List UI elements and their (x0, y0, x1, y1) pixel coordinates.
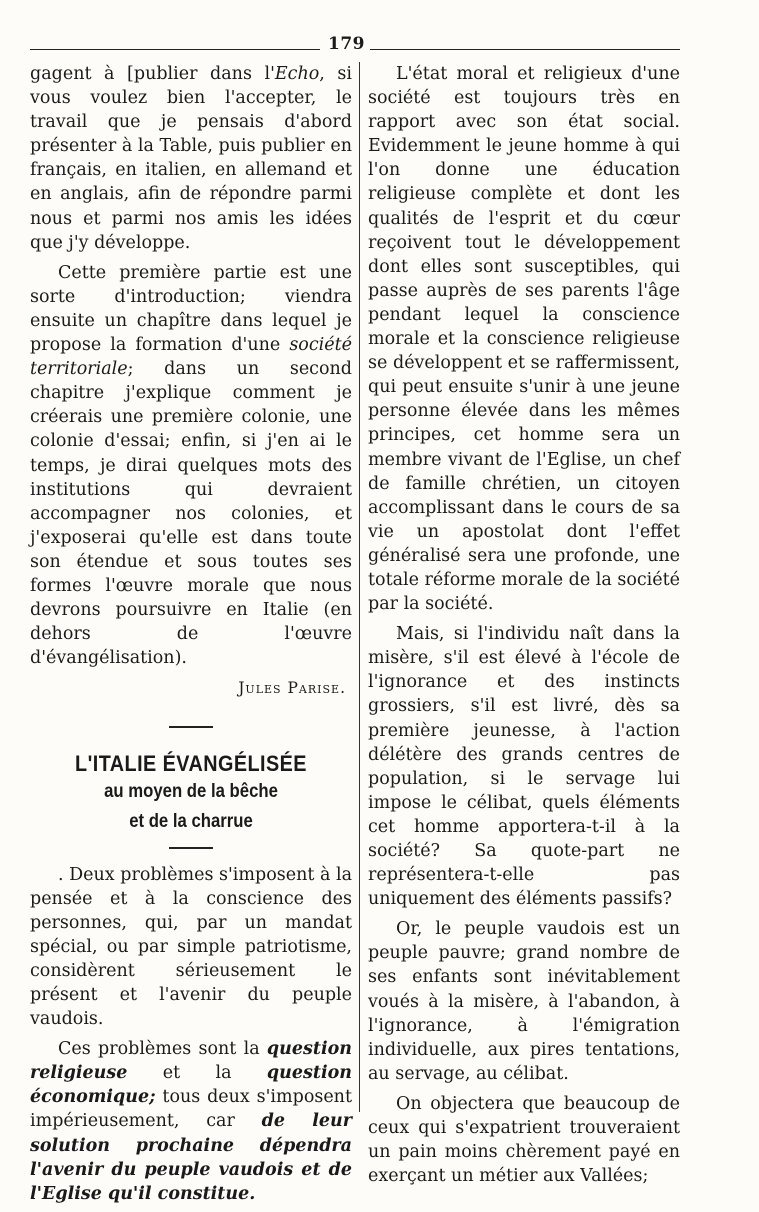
article-title: L'ITALIE ÉVANGÉLISÉE (75, 751, 307, 777)
header-rule-right (370, 49, 680, 50)
left-paragraph-1 (30, 62, 352, 255)
left-paragraph-4 (30, 1037, 352, 1206)
article-subtitle-line-1: au moyen de la bêche (104, 780, 278, 802)
header-rule-left (30, 49, 320, 50)
right-column (368, 62, 680, 1194)
page-header (30, 30, 680, 58)
text-run: gagent à [publier dans l' (30, 64, 275, 84)
separator-dash (169, 726, 213, 728)
left-paragraph-3: . Deux problèmes s'imposent à la pensée et à la conscience des personnes, qui, par un mandat spécial, ou par simple patriotisme, considèrent sérieusement le présent et l'avenir du peuple vaudois. (30, 864, 352, 1030)
text-run: et la (127, 1063, 267, 1084)
right-paragraph-4: On objectera que beaucoup de ceux qui s'expatrient trouveraient un pain moins chèrement payé en exerçant un métier aux Vallées; (368, 1093, 680, 1187)
text-run: tous deux s'imposent impérieusement, car (30, 1087, 352, 1132)
article-subtitle-line-2: et de la charrue (129, 810, 253, 832)
right-paragraph-1: L'état moral et religieux d'une société est toujours très en rapport avec son état social. Evidemment le jeune homme à qui l'on donne une éducation religieuse complète et dont les qualités de l'esprit et du cœur reçoivent tout le développement dont elles sont susceptibles, qui passe auprès de ses parents l'âge pendant lequel la conscience morale et la conscience religieuse se développent et se raffermissent, qui peut ensuite s'unir à une jeune personne élevée dans les mêmes principes, cet homme sera un membre vivant de l'Eglise, un chef de famille chrétien, un citoyen accomplissant dans le cours de sa vie un apostolat dont l'effet généralisé sera une profonde, une totale réforme morale de la société par la société. (368, 64, 680, 615)
italic-run: de leur solution prochaine dépendra l'avenir du peuple vaudois et de l'Eglise qu'il constitue. (30, 1111, 352, 1204)
italic-run: société territoriale (30, 335, 352, 380)
text-run: Ces problèmes sont la (58, 1039, 267, 1060)
italic-run: question religieuse (30, 1039, 352, 1084)
right-paragraph-2: Mais, si l'individu naît dans la misère, s'il est élevé à l'école de l'ignorance et des instincts grossiers, s'il est livré, dès sa première jeunesse, à l'action délétère des grands centres de population, si le servage lui impose le célibat, quels éléments cet homme apportera-t-il à la société? Sa quote-part ne représentera-t-elle pas uniquement des éléments passifs? (368, 624, 680, 910)
text-run: , si vous voulez bien l'accepter, le travail que je pensais d'abord présenter à la Table, puis publier en français, en italien, en allemand et en anglais, afin de répondre parmi nous et parmi nos amis les idées que j'y développe. (30, 64, 352, 253)
italic-run: Echo (274, 64, 320, 84)
text-run: ; dans un second chapitre j'explique comment je créerais une première colonie, une colonie d'essai; enfin, si j'en ai le temps, je dirai quelques mots des institutions qui devraient accompagner nos colonies, et j'exposerai qu'elle est dans toute son étendue et sous toutes ses formes l'œuvre morale que nous devrons poursuivre en Italie (en dehors de l'œuvre d'évangélisation). (30, 359, 352, 669)
right-paragraph-3: Or, le peuple vaudois est un peuple pauvre; grand nombre de ses enfants sont inévitablement voués à la misère, à l'abandon, à l'ignorance, à l'émigration individuelle, aux pires tentations, au servage, au célibat. (368, 919, 680, 1084)
text-run: Cette première partie est une sorte d'introduction; viendra ensuite un chapître dans lequel je propose la formation d'une (30, 262, 352, 356)
left-column (30, 62, 352, 1212)
page-number: 179 (328, 34, 365, 54)
left-paragraph-2 (30, 261, 352, 671)
italic-run: question économique; (30, 1063, 352, 1108)
author-signature: Jules Parise. (238, 679, 346, 698)
column-divider (359, 62, 360, 1112)
separator-dash (169, 847, 213, 849)
